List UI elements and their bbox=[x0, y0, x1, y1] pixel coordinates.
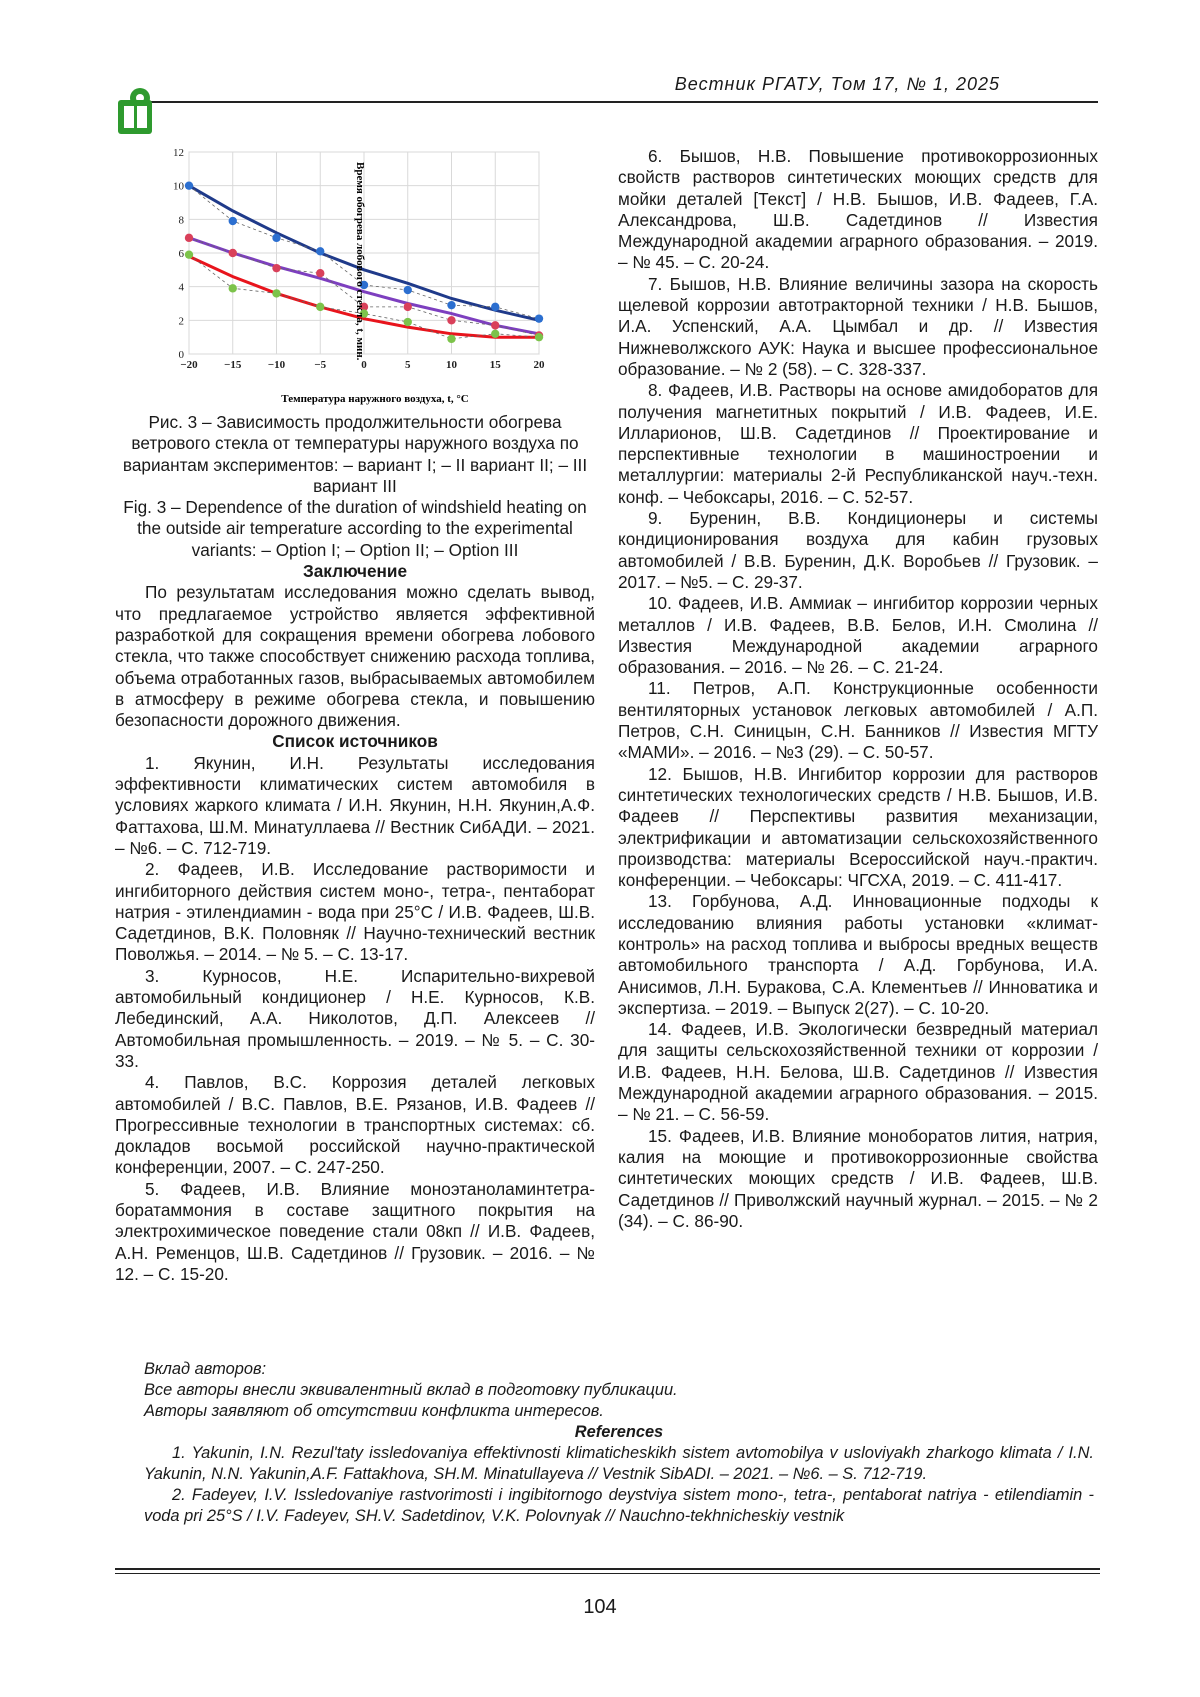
y-tick-label: 2 bbox=[178, 315, 184, 328]
x-tick-label: 5 bbox=[405, 359, 411, 371]
x-axis-label: Температура наружного воздуха, t, °С bbox=[281, 393, 469, 405]
conclusion-text: По результатам исследования можно сделать вывод, что предлагаемое устройство является эффективной разработкой для сокращения времени обогрева лобового стекла, что также способствует снижению расхода топлива, объема отработанных газов, выбрасываемых автомобилем в атмосферу в режиме обогрева стекла, и повышению безопасности дорожного движения. bbox=[115, 582, 595, 731]
x-tick-label: −10 bbox=[267, 359, 286, 371]
data-point-II bbox=[447, 316, 455, 324]
data-point-II bbox=[491, 321, 499, 329]
reference-item: 7. Бышов, Н.В. Влияние величины зазора на скорость щелевой коррозии автотракторной техники / Н.В. Бышов, И.А. Успенский, А.А. Цымбал и др. // Известия Нижневолжского АУК: Наука и высшее профессиональное образование. – № 2 (58). – С. 328-337. bbox=[618, 273, 1098, 379]
data-point-II bbox=[185, 234, 193, 242]
figure-3-chart bbox=[167, 146, 543, 408]
y-tick-label: 0 bbox=[178, 349, 184, 361]
data-point-II bbox=[404, 303, 412, 311]
x-tick-label: 0 bbox=[361, 359, 367, 371]
y-tick-label: 8 bbox=[178, 214, 184, 227]
y-tick-labels bbox=[173, 147, 185, 361]
x-tick-label: −5 bbox=[314, 359, 327, 371]
reference-item: 8. Фадеев, И.В. Растворы на основе амидоборатов для получения магнетитных покрытий / И.В. Фадеев, И.Е. Илларионов, Ш.В. Садетдинов // Проектирование и перспективные технологии в машиностроении и металлургии: материалы 2-й Республиканской науч.-техн. конф. – Чебоксары, 2016. – С. 52-57. bbox=[618, 380, 1098, 507]
data-point-II bbox=[316, 269, 324, 277]
reference-item: 1. Якунин, И.Н. Результаты исследования эффективности климатических систем автомобиля в условиях жаркого климата / И.Н. Якунин, Н.Н. Якунин,А.Ф. Фаттахова, Ш.М. Минатуллаева // Вестник СибАДИ. – 2021. – №6. – С. 712-719. bbox=[115, 752, 595, 858]
y-axis-label: Время обогрева лобового стекла, t, мин. bbox=[354, 162, 366, 361]
data-point-III bbox=[316, 303, 324, 311]
data-point-III bbox=[404, 318, 412, 326]
data-point-I bbox=[404, 286, 412, 294]
reference-item: 9. Буренин, В.В. Кондиционеры и системы кондиционирования воздуха для кабин грузовых автомобилей / В.В. Буренин, Д.К. Воробьев // Грузовик. – 2017. – №5. – С. 29-37. bbox=[618, 508, 1098, 592]
data-point-III bbox=[185, 250, 193, 258]
right-column bbox=[618, 146, 1098, 1232]
y-tick-label: 4 bbox=[178, 281, 184, 294]
x-tick-label: 20 bbox=[533, 359, 545, 371]
x-tick-label: 15 bbox=[489, 359, 501, 371]
reference-item: 11. Петров, А.П. Конструкционные особенности вентиляторных установок легковых автомобилей / А.П. Петров, С.Н. Синицын, С.Н. Банников // Известия МГТУ «МАМИ». – 2016. – №3 (29). – С. 50-57. bbox=[618, 678, 1098, 763]
header-rule bbox=[148, 101, 1098, 103]
footer-rule-bottom bbox=[115, 1573, 1100, 1574]
reference-item: 4. Павлов, В.С. Коррозия деталей легковых автомобилей / В.С. Павлов, В.Е. Рязанов, И.В. Фадеев // Прогрессивные технологии в транспортных системах: сб. докладов восьмой российской научно-практической конференции, 2007. – С. 247-250. bbox=[115, 1072, 595, 1178]
data-point-I bbox=[185, 181, 193, 189]
conclusion-heading: Заключение bbox=[302, 561, 408, 582]
data-point-II bbox=[272, 264, 280, 272]
data-point-I bbox=[316, 247, 324, 255]
reference-item: 12. Бышов, Н.В. Ингибитор коррозии для растворов синтетических технологических средств / Н.В. Бышов, И.В. Фадеев // Перспективы развития механизации, электрификации и автоматизации сельскохозяйственного производства: материалы Всероссийской науч.-практич. конференции. – Чебоксары: ЧГСХА, 2019. – С. 411-417. bbox=[618, 763, 1098, 891]
data-point-I bbox=[491, 303, 499, 311]
reference-item: 6. Бышов, Н.В. Повышение противокоррозионных свойств растворов синтетических моющих средств для мойки деталей [Текст] / Н.В. Бышов, И.В. Фадеев, Г.А. Александрова, Ш.В. Садетдинов // Известия Международной академии аграрного образования. – 2019. – № 45. – С. 20-24. bbox=[618, 146, 1098, 273]
data-point-III bbox=[272, 289, 280, 297]
y-tick-label: 10 bbox=[173, 180, 184, 193]
reference-item: 3. Курносов, Н.Е. Испарительно-вихревой автомобильный кондиционер / Н.Е. Курносов, К.В. Лебединский, А.А. Николотов, Д.П. Алексеев // Автомобильная промышленность. – 2019. – № 5. – С. 30-33. bbox=[115, 965, 595, 1071]
x-tick-label: −15 bbox=[224, 359, 242, 371]
left-column bbox=[115, 146, 595, 1285]
page-number: 104 bbox=[583, 1596, 617, 1618]
x-tick-label: −20 bbox=[180, 359, 198, 371]
data-point-I bbox=[535, 314, 543, 322]
references-heading: References bbox=[574, 1423, 664, 1441]
reference-item: 5. Фадеев, И.В. Влияние моноэтаноламинтетра-боратаммония в составе защитного покрытия на электрохимическое поведение стали 08кп // И.В. Фадеев, А.Н. Ременцов, Ш.В. Садетдинов // Грузовик. – 2016. – № 12. – С. 15-20. bbox=[115, 1178, 595, 1284]
data-point-I bbox=[229, 217, 237, 225]
x-tick-labels bbox=[180, 359, 545, 371]
figure-caption-ru: Рис. 3 – Зависимость продолжительности обогрева ветрового стекла от температуры наружного воздуха по вариантам экспериментов: – вариант I; – II вариант II; – III вариант III bbox=[122, 412, 588, 496]
data-point-III bbox=[229, 284, 237, 292]
translit-reference: 1. Yakunin, I.N. Rezul'taty issledovaniya effektivnosti klimaticheskikh sistem avtomobilya v usloviyakh zharkogo klimata / I.N. Yakunin, N.N. Yakunin,A.F. Fattakhova, SH.M. Minatullayeva // Vestnik SibADI. – 2021. – №6. – S. 712-719. bbox=[144, 1444, 1094, 1483]
footer-rule-top bbox=[115, 1568, 1100, 1570]
x-tick-label: 10 bbox=[446, 359, 457, 371]
contribution-label: Вклад авторов: bbox=[144, 1360, 267, 1378]
contribution-text: Все авторы внесли эквивалентный вклад в подготовку публикации. bbox=[144, 1381, 678, 1399]
sources-heading: Список источников bbox=[272, 731, 438, 752]
y-tick-label: 12 bbox=[173, 147, 184, 159]
reference-item: 15. Фадеев, И.В. Влияние моноборатов лития, натрия, калия на моющие и противокоррозионные свойства синтетических моющих средств / И.В. Фадеев, Ш.В. Садетдинов // Приволжский научный журнал. – 2015. – № 2 (34). – С. 86-90. bbox=[618, 1125, 1098, 1231]
conflict-statement: Авторы заявляют об отсутствии конфликта интересов. bbox=[144, 1402, 604, 1420]
data-point-II bbox=[229, 249, 237, 257]
translit-reference: 2. Fadeyev, I.V. Issledovaniye rastvorimosti i ingibitornogo deystviya sistem mono-, tetra-, pentaborat natriya - etilendiamin - voda pri 25°S / I.V. Fadeyev, SH.V. Sadetdinov, V.K. Polovnyak // Nauchno-tekhnicheskiy vestnik bbox=[144, 1486, 1094, 1525]
data-point-I bbox=[272, 234, 280, 242]
data-point-III bbox=[491, 330, 499, 338]
reference-item: 14. Фадеев, И.В. Экологически безвредный материал для защиты сельскохозяйственной техники от коррозии / И.В. Фадеев, Н.Н. Белова, Ш.В. Садетдинов // Известия Международной академии аграрного образования. – 2015. – № 21. – С. 56-59. bbox=[618, 1019, 1098, 1125]
data-point-III bbox=[447, 335, 455, 343]
reference-item: 2. Фадеев, И.В. Исследование растворимости и ингибиторного действия систем моно-, тетра-, пентаборат натрия - этилендиамин - вода при 25°С / И.В. Фадеев, Ш.В. Садетдинов, В.К. Половняк // Научно-технический вестник Поволжья. – 2014. – № 5. – С. 13-17. bbox=[115, 859, 595, 965]
data-point-III bbox=[535, 333, 543, 341]
reference-item: 13. Горбунова, А.Д. Инновационные подходы к исследованию влияния работы установки «климат-контроль» на расход топлива и выбросы вредных веществ автомобильного транспорта / А.Д. Горбунова, И.А. Анисимов, Л.Н. Буракова, С.А. Клементьев // Инноватика и экспертиза. – 2019. – Выпуск 2(27). – С. 10-20. bbox=[618, 891, 1098, 1018]
journal-logo-icon bbox=[116, 84, 158, 136]
figure-caption-en: Fig. 3 – Dependence of the duration of windshield heating on the outside air temperature according to the experimental variants: – Option I; – Option II; – Option III bbox=[123, 497, 587, 560]
y-tick-label: 6 bbox=[178, 248, 184, 260]
reference-item: 10. Фадеев, И.В. Аммиак – ингибитор коррозии черных металлов / И.В. Фадеев, В.В. Белов, И.Н. Смолина // Известия Международной академии аграрного образования. – 2016. – № 26. – С. 21-24. bbox=[618, 593, 1098, 678]
author-info-and-references bbox=[144, 1359, 1094, 1527]
journal-header: Вестник РГАТУ, Том 17, № 1, 2025 bbox=[674, 74, 1000, 94]
data-point-I bbox=[447, 301, 455, 309]
